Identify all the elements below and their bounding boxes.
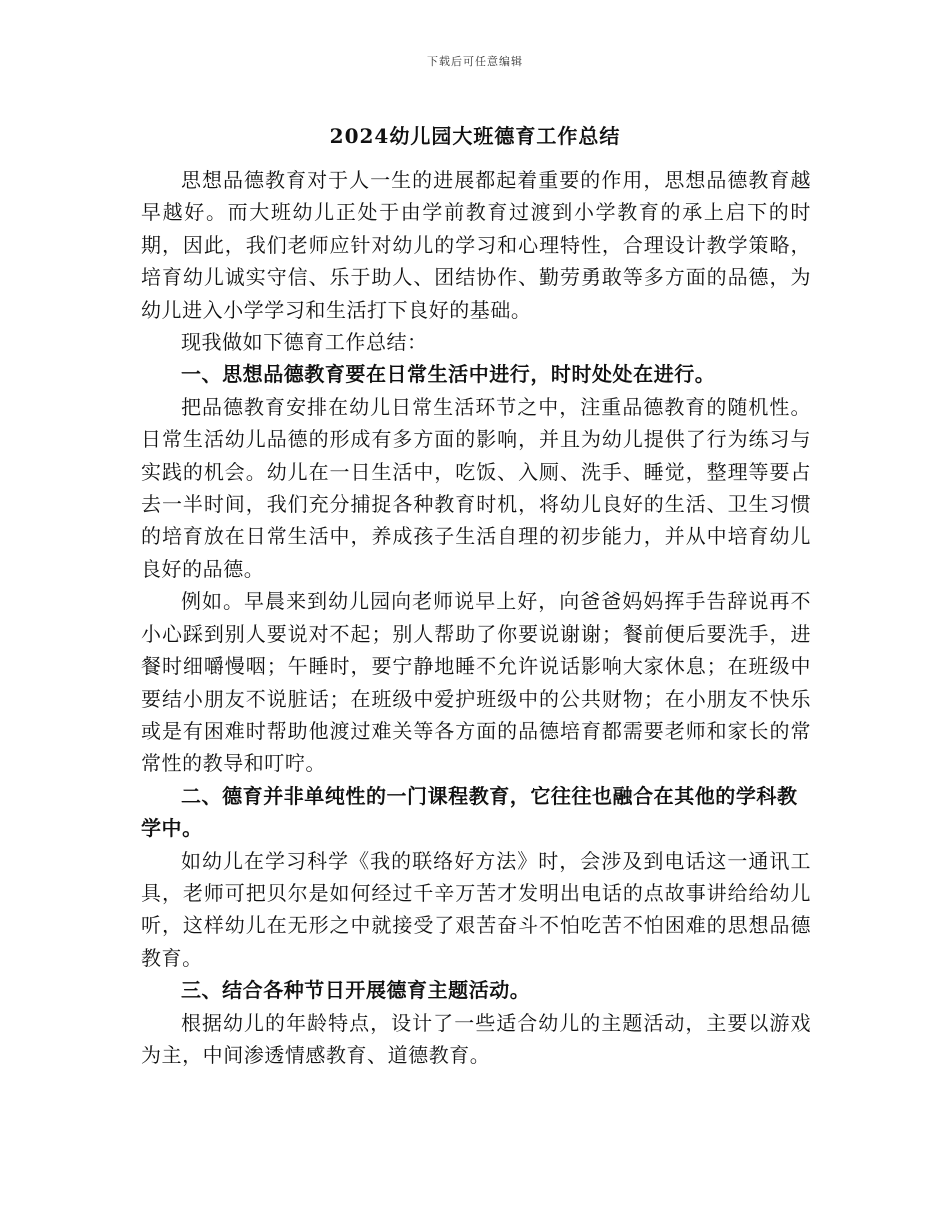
- section-heading-3: 三、结合各种节日开展德育主题活动。: [181, 978, 531, 1003]
- document-title: 2024幼儿园大班德育工作总结: [329, 124, 621, 148]
- section-1-paragraph-1: 把品德教育安排在幼儿日常生活环节之中，注重品德教育的随机性。日常生活幼儿品德的形成有多方面的影响，并且为幼儿提供了行为练习与实践的机会。幼儿在一日生活中，吃饭、入厕、洗手、睡觉，整理等要占去一半时间，我们充分捕捉各种教育时机，将幼儿良好的生活、卫生习惯的培育放在日常生活中，养成孩子生活自理的初步能力，并从中培育幼儿良好的品德。: [141, 394, 811, 581]
- document-body: [141, 164, 811, 1071]
- intro-paragraph: 思想品德教育对于人一生的进展都起着重要的作用，思想品德教育越早越好。而大班幼儿正处于由学前教育过渡到小学教育的承上启下的时期，因此，我们老师应针对幼儿的学习和心理特性，合理设计教学策略，培育幼儿诚实守信、乐于助人、团结协作、勤劳勇敢等多方面的品德，为幼儿进入小学学习和生活打下良好的基础。: [141, 168, 811, 322]
- section-3-paragraph-1: 根据幼儿的年龄特点，设计了一些适合幼儿的主题活动，主要以游戏为主，中间渗透情感教育、道德教育。: [141, 1010, 811, 1067]
- section-heading-2: 二、德育并非单纯性的一门课程教育，它往往也融合在其他的学科教学中。: [141, 783, 798, 841]
- section-1-paragraph-2: 例如。早晨来到幼儿园向老师说早上好，向爸爸妈妈挥手告辞说再不小心踩到别人要说对不起；别人帮助了你要说谢谢；餐前便后要洗手，进餐时细嚼慢咽；午睡时，要宁静地睡不允许说话影响大家休息；在班级中要结小朋友不说脏话；在班级中爱护班级中的公共财物；在小朋友不快乐或是有困难时帮助他渡过难关等各方面的品德培育都需要老师和家长的常常性的教导和叮咛。: [141, 589, 811, 776]
- section-2-paragraph-1: 如幼儿在学习科学《我的联络好方法》时，会涉及到电话这一通讯工具，老师可把贝尔是如何经过千辛万苦才发明出电话的点故事讲给给幼儿听，这样幼儿在无形之中就接受了艰苦奋斗不怕吃苦不怕困难的思想品德教育。: [141, 848, 811, 970]
- page-header-note: 下载后可任意编辑: [427, 55, 523, 68]
- summary-lead-paragraph: 现我做如下德育工作总结：: [181, 330, 428, 355]
- section-heading-1: 一、思想品德教育要在日常生活中进行，时时处处在进行。: [181, 362, 716, 387]
